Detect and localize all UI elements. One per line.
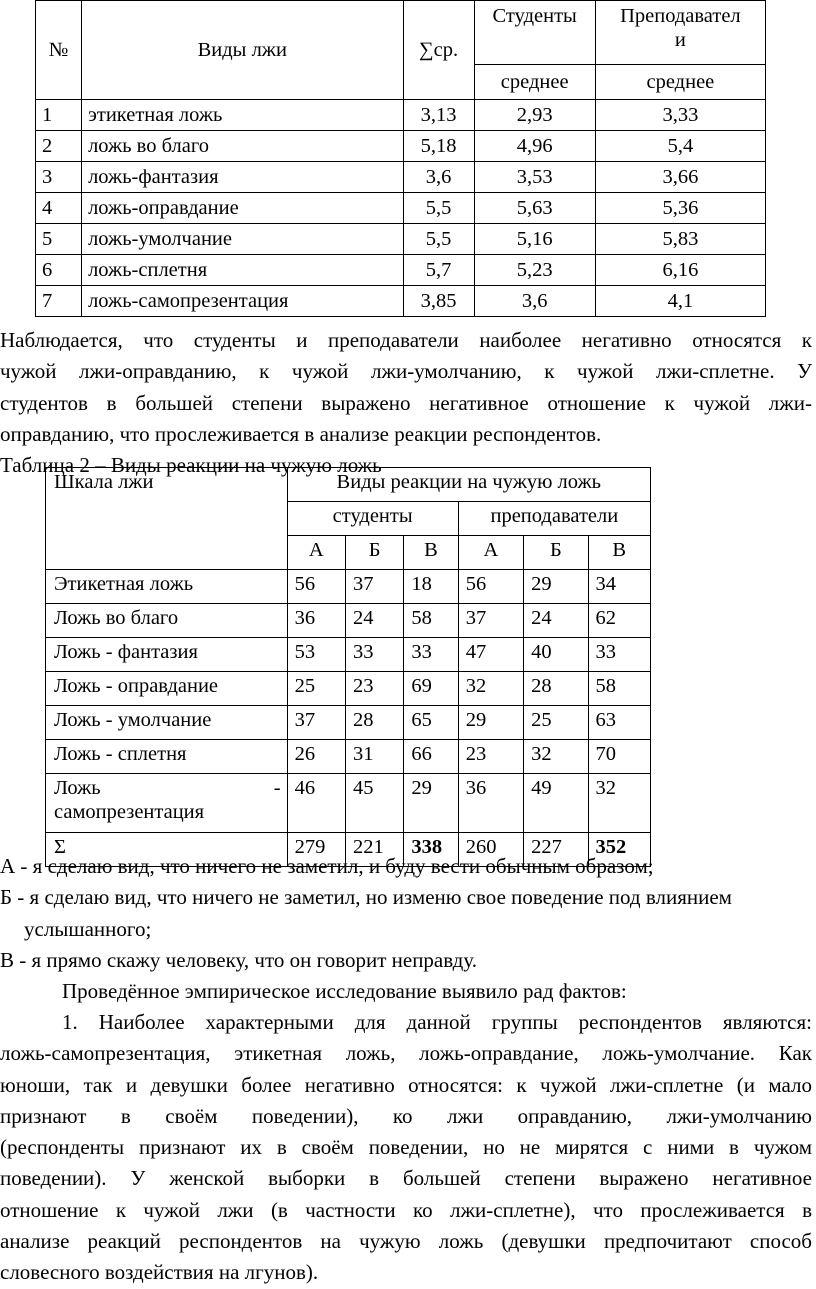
- cell-value: 40: [524, 638, 588, 672]
- cell-value: 33: [404, 638, 458, 672]
- header-sum: ∑ср.: [403, 1, 474, 100]
- cell-num: 1: [36, 100, 82, 131]
- cell-students: 5,16: [474, 224, 595, 255]
- header-teachers: преподаватели: [458, 502, 650, 536]
- text-line: Наблюдается, что студенты и преподаватели наиболее негативно относятся к: [0, 328, 812, 352]
- cell-num: 6: [36, 255, 82, 286]
- cell-sum: 3,6: [403, 162, 474, 193]
- cell-value: 36: [458, 774, 523, 833]
- cell-sum: 3,85: [403, 286, 474, 317]
- cell-value: 46: [287, 774, 345, 833]
- table-row: [36, 286, 766, 317]
- legend-b-cont: услышанного;: [24, 916, 152, 941]
- table-row: [46, 604, 651, 638]
- table-row: [46, 570, 651, 604]
- table-header-row: [46, 468, 651, 502]
- legend-a: А - я сделаю вид, что ничего не заметил, и буду вести обычным образом;: [0, 854, 654, 878]
- cell-value: 70: [588, 740, 650, 774]
- cell-value: 36: [287, 604, 345, 638]
- col-header: В: [404, 536, 458, 570]
- cell-value: 34: [588, 570, 650, 604]
- cell-value: 56: [458, 570, 523, 604]
- cell-value: 25: [524, 706, 588, 740]
- cell-value: 58: [404, 604, 458, 638]
- cell-value: 352: [588, 833, 650, 867]
- cell-teachers: 5,83: [595, 224, 765, 255]
- cell-value: 32: [458, 672, 523, 706]
- row-label: Σ: [46, 833, 288, 867]
- cell-students: 3,6: [474, 286, 595, 317]
- cell-value: 227: [524, 833, 588, 867]
- table-row: [46, 706, 651, 740]
- cell-value: 24: [345, 604, 403, 638]
- cell-sum: 3,13: [403, 100, 474, 131]
- cell-value: 18: [404, 570, 458, 604]
- cell-students: 4,96: [474, 131, 595, 162]
- row-label: Ложь - оправдание: [46, 672, 288, 706]
- cell-value: 33: [588, 638, 650, 672]
- text-line: анализе реакций респондентов на чужую ложь (девушки предпочитают способ: [0, 1229, 812, 1254]
- cell-sum: 5,18: [403, 131, 474, 162]
- col-header: Б: [524, 536, 588, 570]
- cell-sum: 5,7: [403, 255, 474, 286]
- cell-value: 28: [524, 672, 588, 706]
- cell-value: 56: [287, 570, 345, 604]
- cell-num: 3: [36, 162, 82, 193]
- cell-students: 5,63: [474, 193, 595, 224]
- table-row: [46, 740, 651, 774]
- cell-kind: этикетная ложь: [82, 100, 403, 131]
- cell-value: 29: [458, 706, 523, 740]
- row-label: Ложь - фантазия: [46, 638, 288, 672]
- cell-value: 37: [458, 604, 523, 638]
- cell-num: 5: [36, 224, 82, 255]
- cell-value: 260: [458, 833, 523, 867]
- cell-value: 37: [345, 570, 403, 604]
- cell-value: 32: [524, 740, 588, 774]
- text-line: (респонденты признают их в своём поведении, но не мирятся с ними в чужом: [0, 1135, 812, 1160]
- cell-value: 37: [287, 706, 345, 740]
- cell-teachers: 3,33: [595, 100, 765, 131]
- cell-kind: ложь во благо: [82, 131, 403, 162]
- cell-value: 45: [345, 774, 403, 833]
- cell-value: 53: [287, 638, 345, 672]
- header-teachers: Преподавател и: [595, 1, 765, 65]
- intro-line: Проведённое эмпирическое исследование выявило рад фактов:: [62, 979, 627, 1004]
- cell-value: 33: [345, 638, 403, 672]
- text-line: поведении). У женской выборки в большей степени выражено негативное: [0, 1166, 812, 1191]
- row-label: Ложь - умолчание: [46, 706, 288, 740]
- cell-students: 3,53: [474, 162, 595, 193]
- text-line: словесного воздействия на лгунов).: [0, 1260, 319, 1285]
- cell-sum: 5,5: [403, 224, 474, 255]
- cell-value: 63: [588, 706, 650, 740]
- header-avg-students: среднее: [474, 65, 595, 100]
- table-row: [36, 224, 766, 255]
- row-label: Ложь - самопрезентация: [46, 774, 288, 833]
- cell-value: 25: [287, 672, 345, 706]
- legend-b: Б - я сделаю вид, что ничего не заметил, но изменю свое поведение под влиянием: [0, 885, 732, 910]
- cell-sum: 5,5: [403, 193, 474, 224]
- text-line: отношение к чужой лжи (в частности ко лжи-сплетне), что прослеживается в: [0, 1197, 812, 1222]
- legend-c: В - я прямо скажу человеку, что он говорит неправду.: [0, 947, 477, 972]
- legend: [0, 851, 812, 1007]
- cell-value: 29: [404, 774, 458, 833]
- cell-value: 47: [458, 638, 523, 672]
- cell-teachers: 5,4: [595, 131, 765, 162]
- table-row: [36, 100, 766, 131]
- cell-teachers: 6,16: [595, 255, 765, 286]
- cell-num: 7: [36, 286, 82, 317]
- header-avg-teachers: среднее: [595, 65, 765, 100]
- table-row: [36, 255, 766, 286]
- header-students: студенты: [287, 502, 458, 536]
- cell-value: 31: [345, 740, 403, 774]
- header-num: №: [36, 1, 82, 100]
- cell-kind: ложь-умолчание: [82, 224, 403, 255]
- row-label: Ложь - сплетня: [46, 740, 288, 774]
- cell-value: 58: [588, 672, 650, 706]
- table-row: [36, 162, 766, 193]
- cell-students: 5,23: [474, 255, 595, 286]
- cell-teachers: 5,36: [595, 193, 765, 224]
- cell-value: 28: [345, 706, 403, 740]
- reaction-types-table: [45, 467, 651, 867]
- header-scale: Шкала лжи: [46, 468, 288, 570]
- header-kind: Виды лжи: [82, 1, 403, 100]
- table-row: [46, 672, 651, 706]
- col-header: А: [458, 536, 523, 570]
- cell-students: 2,93: [474, 100, 595, 131]
- table-row: [46, 638, 651, 672]
- header-group: Виды реакции на чужую ложь: [287, 468, 650, 502]
- cell-num: 2: [36, 131, 82, 162]
- cell-value: 23: [458, 740, 523, 774]
- col-header: В: [588, 536, 650, 570]
- cell-value: 62: [588, 604, 650, 638]
- cell-value: 279: [287, 833, 345, 867]
- cell-value: 26: [287, 740, 345, 774]
- text-line: юноши, так и девушки более негативно относятся: к чужой лжи-сплетне (и мало: [0, 1072, 812, 1097]
- cell-value: 66: [404, 740, 458, 774]
- cell-value: 24: [524, 604, 588, 638]
- cell-kind: ложь-оправдание: [82, 193, 403, 224]
- cell-num: 4: [36, 193, 82, 224]
- cell-value: 29: [524, 570, 588, 604]
- row-label: Этикетная ложь: [46, 570, 288, 604]
- cell-kind: ложь-сплетня: [82, 255, 403, 286]
- text-line: 1. Наиболее характерными для данной группы респондентов являются:: [62, 1010, 812, 1034]
- col-header: Б: [345, 536, 403, 570]
- paragraph-observation: [0, 325, 812, 481]
- paragraph-findings: [0, 1007, 812, 1289]
- text-line: признают в своём поведении), ко лжи оправданию, лжи-умолчанию: [0, 1103, 812, 1128]
- col-header: А: [287, 536, 345, 570]
- text-line: оправданию, что прослеживается в анализе реакции респондентов.: [0, 421, 602, 446]
- table-row: [36, 193, 766, 224]
- cell-value: 69: [404, 672, 458, 706]
- cell-value: 49: [524, 774, 588, 833]
- text-line: студентов в большей степени выражено негативное отношение к чужой лжи-: [0, 390, 812, 415]
- cell-value: 23: [345, 672, 403, 706]
- text-line: ложь-самопрезентация, этикетная ложь, ложь-оправдание, ложь-умолчание. Как: [0, 1041, 812, 1066]
- cell-value: 338: [404, 833, 458, 867]
- cell-teachers: 3,66: [595, 162, 765, 193]
- cell-kind: ложь-фантазия: [82, 162, 403, 193]
- lie-types-table: [35, 0, 766, 317]
- table-header-row: [36, 1, 766, 65]
- cell-value: 221: [345, 833, 403, 867]
- table-row: [36, 131, 766, 162]
- cell-kind: ложь-самопрезентация: [82, 286, 403, 317]
- table-row: [46, 774, 651, 833]
- header-students: Студенты: [474, 1, 595, 65]
- cell-value: 65: [404, 706, 458, 740]
- cell-teachers: 4,1: [595, 286, 765, 317]
- table-caption: Таблица 2 – Виды реакции на чужую ложь: [0, 453, 382, 478]
- row-label: Ложь во благо: [46, 604, 288, 638]
- cell-value: 32: [588, 774, 650, 833]
- text-line: чужой лжи-оправданию, к чужой лжи-умолчанию, к чужой лжи-сплетне. У: [0, 359, 812, 384]
